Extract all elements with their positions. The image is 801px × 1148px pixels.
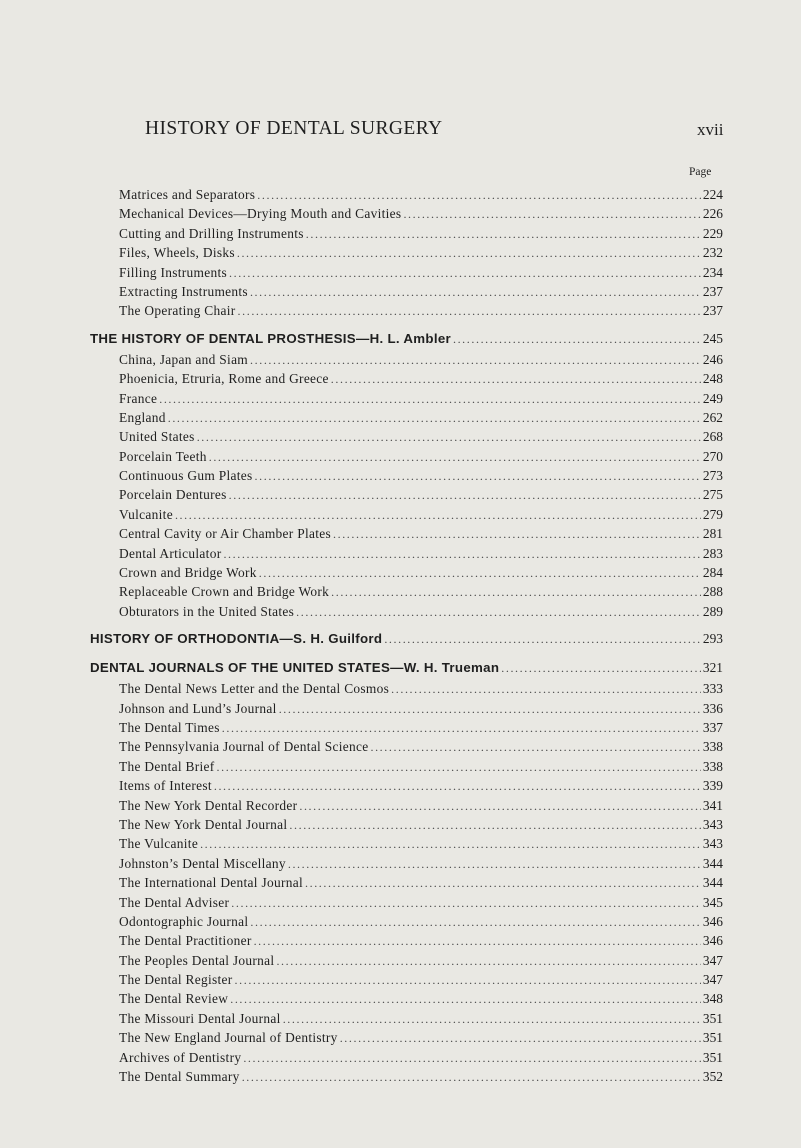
toc-entry-title: Replaceable Crown and Bridge Work (119, 584, 330, 600)
page-ref: 237 (702, 303, 723, 319)
toc-entry-title: England (119, 409, 166, 425)
toc-section (90, 627, 723, 650)
page-ref: 262 (702, 409, 723, 425)
dot-leader (305, 874, 701, 892)
dot-leader (299, 797, 701, 815)
toc-entry (90, 1067, 723, 1086)
page-ref: 351 (702, 1010, 723, 1026)
toc-entry (90, 718, 723, 737)
toc-entry (90, 679, 723, 698)
toc-entry (90, 912, 723, 931)
toc-entry (90, 834, 723, 853)
dot-leader (306, 225, 701, 243)
section-heading-title: DENTAL JOURNALS OF THE UNITED STATES—W. H. Trueman (90, 660, 500, 676)
toc-entry-title: The New York Dental Journal (119, 816, 288, 832)
toc-entry (90, 931, 723, 950)
section-heading-title: THE HISTORY OF DENTAL PROSTHESIS—H. L. Ambler (90, 330, 451, 346)
toc-entry (90, 1048, 723, 1067)
page-ref: 351 (702, 1030, 723, 1046)
page-ref: 347 (702, 972, 723, 988)
toc-entry-title: Items of Interest (119, 778, 212, 794)
dot-leader (242, 1068, 701, 1086)
dot-leader (159, 390, 701, 408)
toc-entry-title: Johnson and Lund’s Journal (119, 700, 277, 716)
toc-entry-title: United States (119, 429, 195, 445)
toc-entry (90, 951, 723, 970)
toc-entry (90, 854, 723, 873)
page-ref: 336 (702, 700, 723, 716)
toc-entry (90, 243, 723, 262)
toc-entry-title: Phoenicia, Etruria, Rome and Greece (119, 371, 329, 387)
toc-entry (90, 1009, 723, 1028)
toc-entry-title: The Pennsylvania Journal of Dental Science (119, 739, 369, 755)
dot-leader (222, 719, 701, 737)
page-ref: 344 (702, 855, 723, 871)
toc-entry-title: The Dental Summary (119, 1069, 240, 1085)
toc-entry-title: Dental Articulator (119, 545, 222, 561)
page-ref: 337 (702, 719, 723, 735)
toc-entry-title: Obturators in the United States (119, 603, 295, 619)
section-heading-title: HISTORY OF ORTHODONTIA—S. H. Guilford (90, 631, 383, 647)
dot-leader (250, 913, 701, 931)
dot-leader (197, 428, 701, 446)
toc-entry (90, 563, 723, 582)
dot-leader (288, 855, 701, 873)
toc-entry (90, 757, 723, 776)
toc-section (90, 656, 723, 1086)
toc-entry-title: Odontographic Journal (119, 913, 249, 929)
page-ref: 284 (702, 565, 723, 581)
toc-entry (90, 350, 723, 369)
dot-leader (250, 283, 701, 301)
toc-entry (90, 544, 723, 563)
page-ref: 281 (702, 526, 723, 542)
dot-leader (214, 777, 701, 795)
dot-leader (217, 758, 701, 776)
dot-leader (384, 628, 701, 650)
toc-entry-title: Cutting and Drilling Instruments (119, 225, 304, 241)
toc-entry-title: Crown and Bridge Work (119, 565, 257, 581)
toc-entry-title: The International Dental Journal (119, 875, 303, 891)
toc-entry (90, 602, 723, 621)
dot-leader (340, 1029, 701, 1047)
page-ref: 343 (702, 816, 723, 832)
section-heading (90, 327, 723, 350)
dot-leader (231, 894, 701, 912)
toc-entry-title: The Dental Register (119, 972, 233, 988)
page-ref: 347 (702, 952, 723, 968)
dot-leader (243, 1049, 701, 1067)
toc-entry-title: Vulcanite (119, 506, 173, 522)
page-ref: 346 (702, 913, 723, 929)
toc-entry (90, 408, 723, 427)
page-ref: 346 (702, 933, 723, 949)
dot-leader (238, 302, 701, 320)
page-ref: 321 (702, 660, 723, 676)
dot-leader (255, 467, 701, 485)
page-ref: 344 (702, 875, 723, 891)
toc-entry-title: China, Japan and Siam (119, 351, 249, 367)
toc-entry-title: Johnston’s Dental Miscellany (119, 855, 286, 871)
dot-leader (209, 448, 701, 466)
dot-leader (235, 971, 701, 989)
toc-entry-title: The New York Dental Recorder (119, 797, 298, 813)
dot-leader (259, 564, 701, 582)
toc-entry-title: The Dental Times (119, 719, 220, 735)
dot-leader (333, 525, 701, 543)
dot-leader (276, 952, 700, 970)
toc-entry (90, 970, 723, 989)
dot-leader (237, 244, 701, 262)
toc-entry-title: The Operating Chair (119, 303, 236, 319)
toc-entry-title: The Dental Practitioner (119, 933, 252, 949)
toc-entry (90, 389, 723, 408)
page-ref: 237 (702, 283, 723, 299)
toc-entry (90, 447, 723, 466)
page-header (0, 118, 801, 148)
page-column-label: Page (689, 166, 712, 178)
toc-entry-title: Continuous Gum Plates (119, 468, 253, 484)
dot-leader (223, 545, 700, 563)
dot-leader (283, 1010, 701, 1028)
page-ref: 270 (702, 448, 723, 464)
page-ref: 345 (702, 894, 723, 910)
dot-leader (279, 700, 701, 718)
dot-leader (370, 738, 700, 756)
toc-entry (90, 301, 723, 320)
page-ref: 226 (702, 206, 723, 222)
toc-entry (90, 582, 723, 601)
page-number: xvii (697, 120, 724, 139)
dot-leader (257, 186, 701, 204)
toc-entry-title: The Missouri Dental Journal (119, 1010, 281, 1026)
page-ref: 245 (702, 330, 723, 346)
toc-entry-title: Files, Wheels, Disks (119, 245, 235, 261)
dot-leader (229, 264, 701, 282)
toc-section (90, 185, 723, 321)
page-ref: 279 (702, 506, 723, 522)
toc-entry (90, 369, 723, 388)
page-ref: 234 (702, 264, 723, 280)
toc-section (90, 327, 723, 621)
page-ref: 289 (702, 603, 723, 619)
toc-entry-title: France (119, 390, 158, 406)
toc-entry (90, 524, 723, 543)
toc-entry (90, 893, 723, 912)
dot-leader (200, 835, 701, 853)
page-ref: 275 (702, 487, 723, 503)
toc-entry (90, 699, 723, 718)
toc-entry-title: Porcelain Dentures (119, 487, 227, 503)
dot-leader (331, 583, 701, 601)
page-ref: 224 (702, 187, 723, 202)
dot-leader (175, 506, 701, 524)
dot-leader (168, 409, 701, 427)
toc-entry (90, 263, 723, 282)
section-heading (90, 656, 723, 679)
toc-entry-title: The Peoples Dental Journal (119, 952, 275, 968)
toc-entry (90, 505, 723, 524)
page-ref: 293 (702, 631, 723, 647)
toc-entry (90, 796, 723, 815)
toc-entry (90, 204, 723, 223)
toc-entry-title: The Dental Adviser (119, 894, 230, 910)
table-of-contents (90, 185, 723, 1086)
toc-entry (90, 485, 723, 504)
toc-entry-title: The Dental Brief (119, 758, 215, 774)
toc-entry-title: Mechanical Devices—Drying Mouth and Cavities (119, 206, 402, 222)
section-heading (90, 627, 723, 650)
toc-entry (90, 1028, 723, 1047)
dot-leader (453, 328, 701, 350)
page-ref: 352 (702, 1069, 723, 1085)
page-ref: 273 (702, 468, 723, 484)
page-ref: 283 (702, 545, 723, 561)
page-ref: 249 (702, 390, 723, 406)
dot-leader (289, 816, 701, 834)
page-ref: 341 (702, 797, 723, 813)
dot-leader (254, 932, 701, 950)
dot-leader (229, 486, 701, 504)
dot-leader (403, 205, 700, 223)
page-ref: 248 (702, 371, 723, 387)
toc-entry (90, 989, 723, 1008)
toc-entry-title: The Dental News Letter and the Dental Cosmos (119, 681, 390, 697)
toc-entry (90, 776, 723, 795)
toc-entry-title: Extracting Instruments (119, 283, 248, 299)
dot-leader (230, 990, 701, 1008)
toc-entry-title: Archives of Dentistry (119, 1049, 242, 1065)
page-ref: 351 (702, 1049, 723, 1065)
toc-entry (90, 185, 723, 204)
page-ref: 288 (702, 584, 723, 600)
dot-leader (331, 370, 701, 388)
dot-leader (250, 351, 701, 369)
toc-entry-title: The New England Journal of Dentistry (119, 1030, 338, 1046)
toc-entry-title: Central Cavity or Air Chamber Plates (119, 526, 331, 542)
toc-entry (90, 427, 723, 446)
toc-entry-title: Filling Instruments (119, 264, 227, 280)
toc-entry (90, 224, 723, 243)
dot-leader (296, 603, 701, 621)
page-ref: 339 (702, 778, 723, 794)
page-ref: 246 (702, 351, 723, 367)
toc-entry (90, 737, 723, 756)
page-ref: 338 (702, 739, 723, 755)
page-ref: 232 (702, 245, 723, 261)
page-ref: 229 (702, 225, 723, 241)
dot-leader (501, 657, 701, 679)
toc-entry (90, 873, 723, 892)
dot-leader (391, 680, 701, 698)
toc-entry-title: Matrices and Separators (119, 187, 256, 202)
page-ref: 343 (702, 836, 723, 852)
toc-entry (90, 282, 723, 301)
toc-entry-title: The Vulcanite (119, 836, 199, 852)
toc-entry-title: Porcelain Teeth (119, 448, 207, 464)
toc-entry-title: The Dental Review (119, 991, 229, 1007)
page-ref: 338 (702, 758, 723, 774)
page-ref: 268 (702, 429, 723, 445)
toc-entry (90, 466, 723, 485)
page-ref: 333 (702, 681, 723, 697)
running-title: HISTORY OF DENTAL SURGERY (145, 118, 443, 139)
page-ref: 348 (702, 991, 723, 1007)
toc-entry (90, 815, 723, 834)
